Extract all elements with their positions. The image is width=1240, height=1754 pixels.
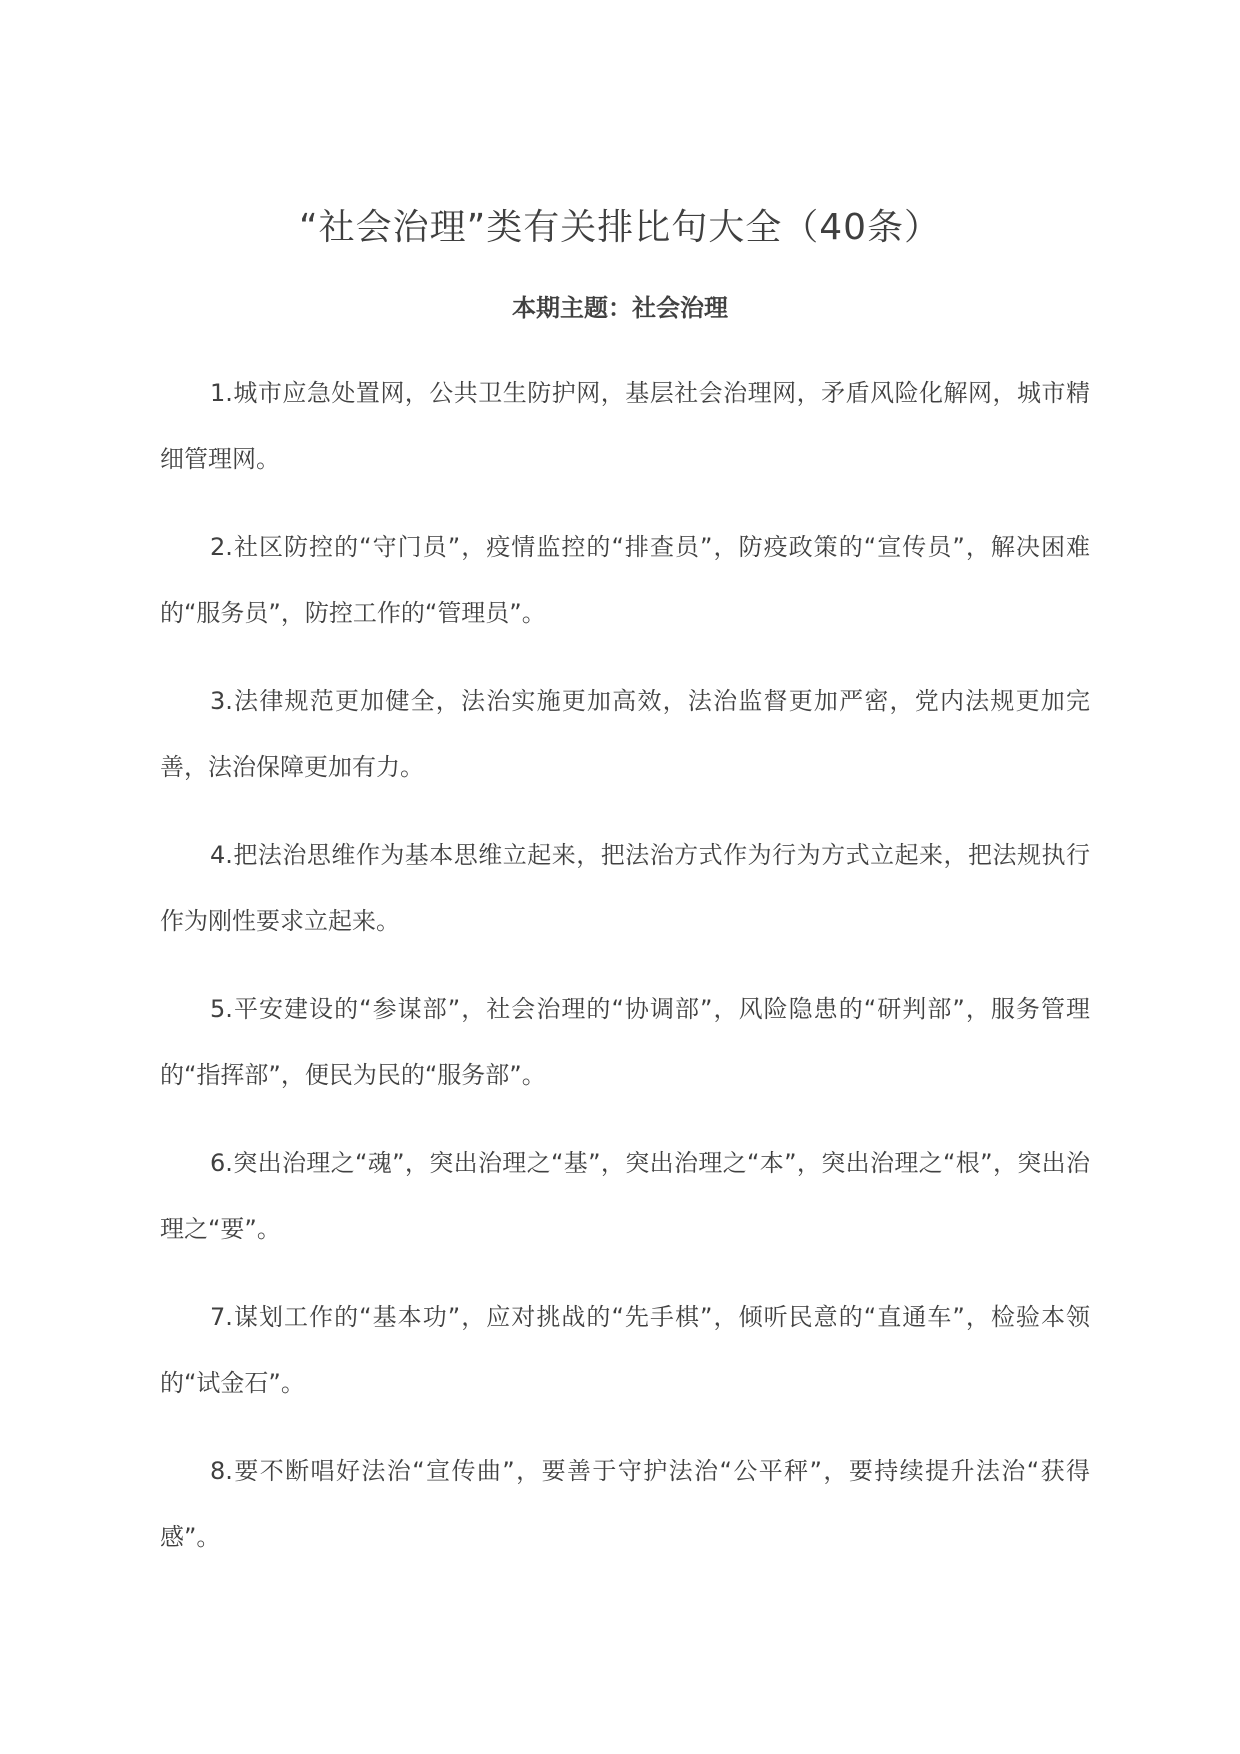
document-subtitle: 本期主题：社会治理 bbox=[512, 294, 728, 322]
list-item: 6.突出治理之“魂”，突出治理之“基”，突出治理之“本”，突出治理之“根”，突出治理之“要”。 bbox=[160, 1149, 1090, 1243]
list-item: 5.平安建设的“参谋部”，社会治理的“协调部”，风险隐患的“研判部”，服务管理的“指挥部”，便民为民的“服务部”。 bbox=[160, 995, 1090, 1089]
list-item: 4.把法治思维作为基本思维立起来，把法治方式作为行为方式立起来，把法规执行作为刚性要求立起来。 bbox=[160, 841, 1090, 935]
list-item: 8.要不断唱好法治“宣传曲”，要善于守护法治“公平秤”，要持续提升法治“获得感”。 bbox=[160, 1457, 1090, 1551]
document-title: “社会治理”类有关排比句大全（40条） bbox=[298, 207, 942, 248]
list-item: 3.法律规范更加健全，法治实施更加高效，法治监督更加严密，党内法规更加完善，法治保障更加有力。 bbox=[160, 687, 1090, 781]
list-item: 1.城市应急处置网，公共卫生防护网，基层社会治理网，矛盾风险化解网，城市精细管理网。 bbox=[160, 379, 1090, 473]
list-item: 7.谋划工作的“基本功”，应对挑战的“先手棋”，倾听民意的“直通车”，检验本领的“试金石”。 bbox=[160, 1303, 1090, 1397]
list-item: 2.社区防控的“守门员”，疫情监控的“排查员”，防疫政策的“宣传员”，解决困难的“服务员”，防控工作的“管理员”。 bbox=[160, 533, 1090, 627]
sentence-list bbox=[160, 360, 1090, 1592]
